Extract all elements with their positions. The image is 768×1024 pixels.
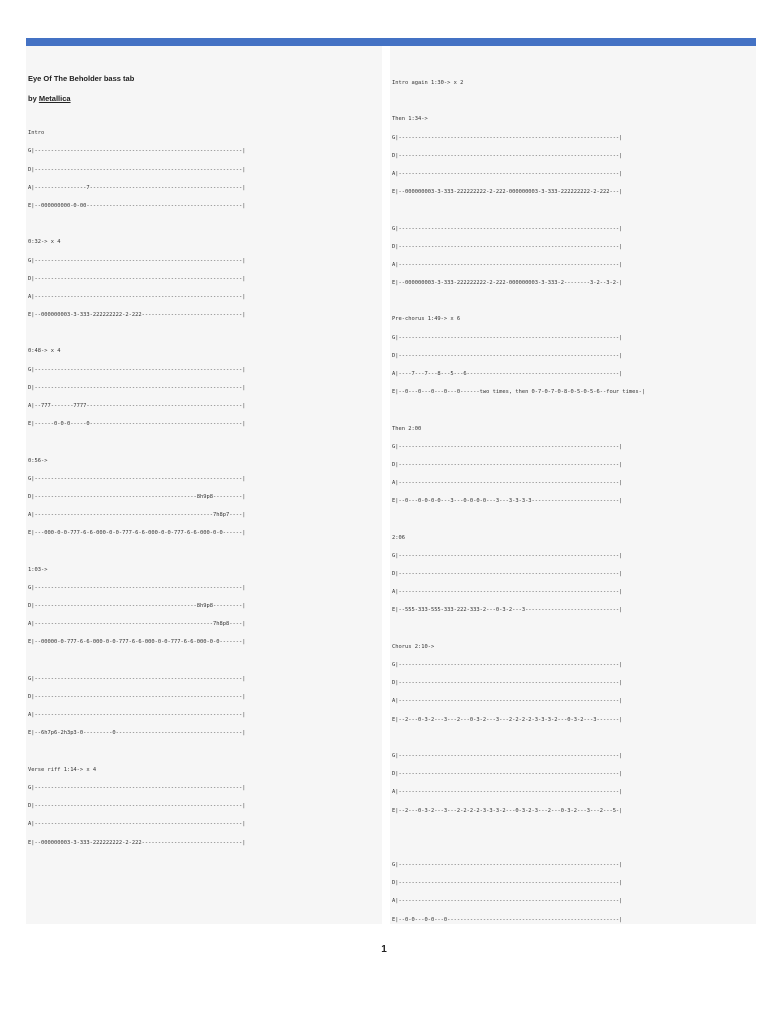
tab-string-line: E|--000000003-3-333-222222222-2-222-------------------------------| <box>28 839 246 846</box>
blank-line <box>392 201 756 219</box>
tab-string-line: G|----------------------------------------------------------------| <box>28 366 246 373</box>
tab-string-line: G|--------------------------------------------------------------------| <box>392 752 623 759</box>
blank-line <box>28 106 382 124</box>
tab-string-line: E|--000000003-3-333-222222222-2-222-000000003-3-333-2--------3-2--3-2-| <box>392 280 623 287</box>
tab-string-line: E|--0-0---0-0---0-----------------------------------------------------| <box>392 916 623 923</box>
blank-line <box>28 433 382 451</box>
header-bar <box>26 38 756 46</box>
tab-string-line: D|--------------------------------------------------------------------| <box>392 461 623 468</box>
tab-string-line: G|----------------------------------------------------------------| <box>28 784 246 791</box>
left-tab-lines <box>28 106 382 852</box>
tab-string-line: D|--------------------------------------------------------------------| <box>392 243 623 250</box>
tab-string-line: A|--------------------------------------------------------------------| <box>392 698 623 705</box>
tab-string-line: E|--000000000-0-00------------------------------------------------| <box>28 202 246 209</box>
tab-string-line: G|--------------------------------------------------------------------| <box>392 334 623 341</box>
tab-string-line: D|----------------------------------------------------------------| <box>28 275 246 282</box>
section-heading: Chorus 2:10-> <box>392 643 435 650</box>
tab-string-line: G|--------------------------------------------------------------------| <box>392 443 623 450</box>
tab-string-line: A|--------------------------------------------------------------------| <box>392 589 623 596</box>
tab-string-line: G|--------------------------------------------------------------------| <box>392 134 623 141</box>
page-number: 1 <box>381 944 387 955</box>
tab-string-line: E|--2---0-3-2---3---2---0-3-2---3---2-2-2-2-3-3-3-2---0-3-2---3-------| <box>392 716 623 723</box>
section-heading: 0:48-> x 4 <box>28 348 61 355</box>
tab-string-line: E|--555-333-555-333-222-333-2---0-3-2---3-----------------------------| <box>392 607 623 614</box>
tab-string-line: E|--000000003-3-333-222222222-2-222-000000003-3-333-222222222-2-222---| <box>392 189 623 196</box>
tab-string-line: G|----------------------------------------------------------------| <box>28 148 246 155</box>
blank-line <box>28 215 382 233</box>
tab-string-line: A|--777-------7777------------------------------------------------| <box>28 403 246 409</box>
tab-string-line: D|--------------------------------------------------8h9p8---------| <box>28 493 246 500</box>
blank-line <box>28 652 382 670</box>
tab-string-line: G|--------------------------------------------------------------------| <box>392 552 623 559</box>
song-title: Eye Of The Beholder bass tab <box>28 74 135 83</box>
blank-line <box>392 729 756 747</box>
section-heading: Then 1:34-> <box>392 116 428 123</box>
artist-link[interactable]: Metallica <box>38 94 71 103</box>
tab-string-line: E|--00000-0-777-6-6-000-0-0-777-6-6-000-0-0-777-6-6-000-0-0-------| <box>28 639 246 646</box>
tab-string-line: D|--------------------------------------------------------------------| <box>392 571 623 578</box>
tab-string-line: D|--------------------------------------------------------------------| <box>392 771 623 778</box>
section-heading: 1:03-> <box>28 566 48 573</box>
section-heading: Intro again 1:30-> x 2 <box>392 80 464 86</box>
tab-string-line: G|----------------------------------------------------------------| <box>28 675 246 682</box>
tab-string-line: E|--000000003-3-333-222222222-2-222-------------------------------| <box>28 312 246 319</box>
tab-string-line: D|----------------------------------------------------------------| <box>28 694 246 700</box>
tab-string-line: A|----------------7-----------------------------------------------| <box>28 184 246 191</box>
blank-line <box>392 838 756 856</box>
tab-string-line: A|--------------------------------------------------------------------| <box>392 170 623 177</box>
tab-string-line: A|--------------------------------------------------------------------| <box>392 789 623 796</box>
tab-string-line: A|----------------------------------------------------------------| <box>28 712 246 719</box>
tab-string-line: A|----7---7---8---5---6-----------------------------------------------| <box>392 371 623 377</box>
tab-string-line: D|--------------------------------------------------------------------| <box>392 680 623 687</box>
blank-line <box>392 511 756 529</box>
by-prefix: by <box>28 94 37 103</box>
tab-string-line: A|--------------------------------------------------------------------| <box>392 898 623 905</box>
tab-string-line: A|----------------------------------------------------------------| <box>28 821 246 828</box>
song-credit <box>28 92 382 106</box>
tab-string-line: D|----------------------------------------------------------------| <box>28 803 246 810</box>
tab-string-line: G|----------------------------------------------------------------| <box>28 257 246 264</box>
tab-string-line: E|--6h7p6-2h3p3-0---------0---------------------------------------| <box>28 730 246 737</box>
tab-string-line: G|--------------------------------------------------------------------| <box>392 862 623 869</box>
tab-string-line: E|--2---0-3-2---3---2-2-2-2-3-3-3-2---0-3-2-3---2---0-3-2---3---2---5-| <box>392 807 623 814</box>
tab-string-line: D|--------------------------------------------------------------------| <box>392 880 623 887</box>
tab-string-line: E|--0---0---0---0---0------two times, then 0-7-0-7-0-8-0-5-0-5-6--four times-| <box>392 389 646 396</box>
tab-string-line: A|----------------------------------------------------------------| <box>28 293 246 300</box>
section-heading: Verse riff 1:14-> x 4 <box>28 766 97 773</box>
blank-line <box>392 292 756 310</box>
tab-string-line: G|----------------------------------------------------------------| <box>28 475 246 482</box>
section-heading: 2:06 <box>392 534 405 541</box>
tab-string-line: G|--------------------------------------------------------------------| <box>392 662 623 668</box>
blank-line <box>28 543 382 561</box>
tab-string-line: A|-------------------------------------------------------7h8p7----| <box>28 512 246 519</box>
tab-string-line: A|--------------------------------------------------------------------| <box>392 261 623 268</box>
section-heading: 0:32-> x 4 <box>28 239 61 246</box>
tab-string-line: D|----------------------------------------------------------------| <box>28 166 246 173</box>
blank-line <box>28 743 382 761</box>
section-heading: Intro <box>28 130 45 137</box>
section-heading: Then 2:00 <box>392 425 422 432</box>
tab-string-line: G|----------------------------------------------------------------| <box>28 584 246 591</box>
tab-string-line: E|--0---0-0-0-0---3---0-0-0-0---3---3-3-3-3---------------------------| <box>392 498 623 505</box>
right-tab-lines <box>392 74 756 929</box>
blank-line <box>28 324 382 342</box>
tab-string-line: A|--------------------------------------------------------------------| <box>392 480 623 487</box>
blank-line <box>392 620 756 638</box>
tab-string-line: E|------0-0-0-----0-----------------------------------------------| <box>28 421 246 428</box>
tab-string-line: D|----------------------------------------------------------------| <box>28 384 246 391</box>
tab-string-line: D|--------------------------------------------------8h9p8---------| <box>28 603 246 610</box>
tab-string-line: G|--------------------------------------------------------------------| <box>392 225 623 232</box>
blank-line <box>392 820 756 838</box>
tab-string-line: E|---000-0-0-777-6-6-000-0-0-777-6-6-000-0-0-777-6-6-000-0-0------| <box>28 530 246 537</box>
left-column <box>26 46 382 924</box>
section-heading: 0:56-> <box>28 457 48 464</box>
blank-line <box>392 401 756 419</box>
tab-string-line: A|-------------------------------------------------------7h8p8----| <box>28 621 246 628</box>
tab-string-line: D|--------------------------------------------------------------------| <box>392 352 623 359</box>
section-heading: Pre-chorus 1:49-> x 6 <box>392 316 461 323</box>
blank-line <box>392 92 756 110</box>
tab-string-line: D|--------------------------------------------------------------------| <box>392 152 623 159</box>
right-column <box>390 46 756 924</box>
